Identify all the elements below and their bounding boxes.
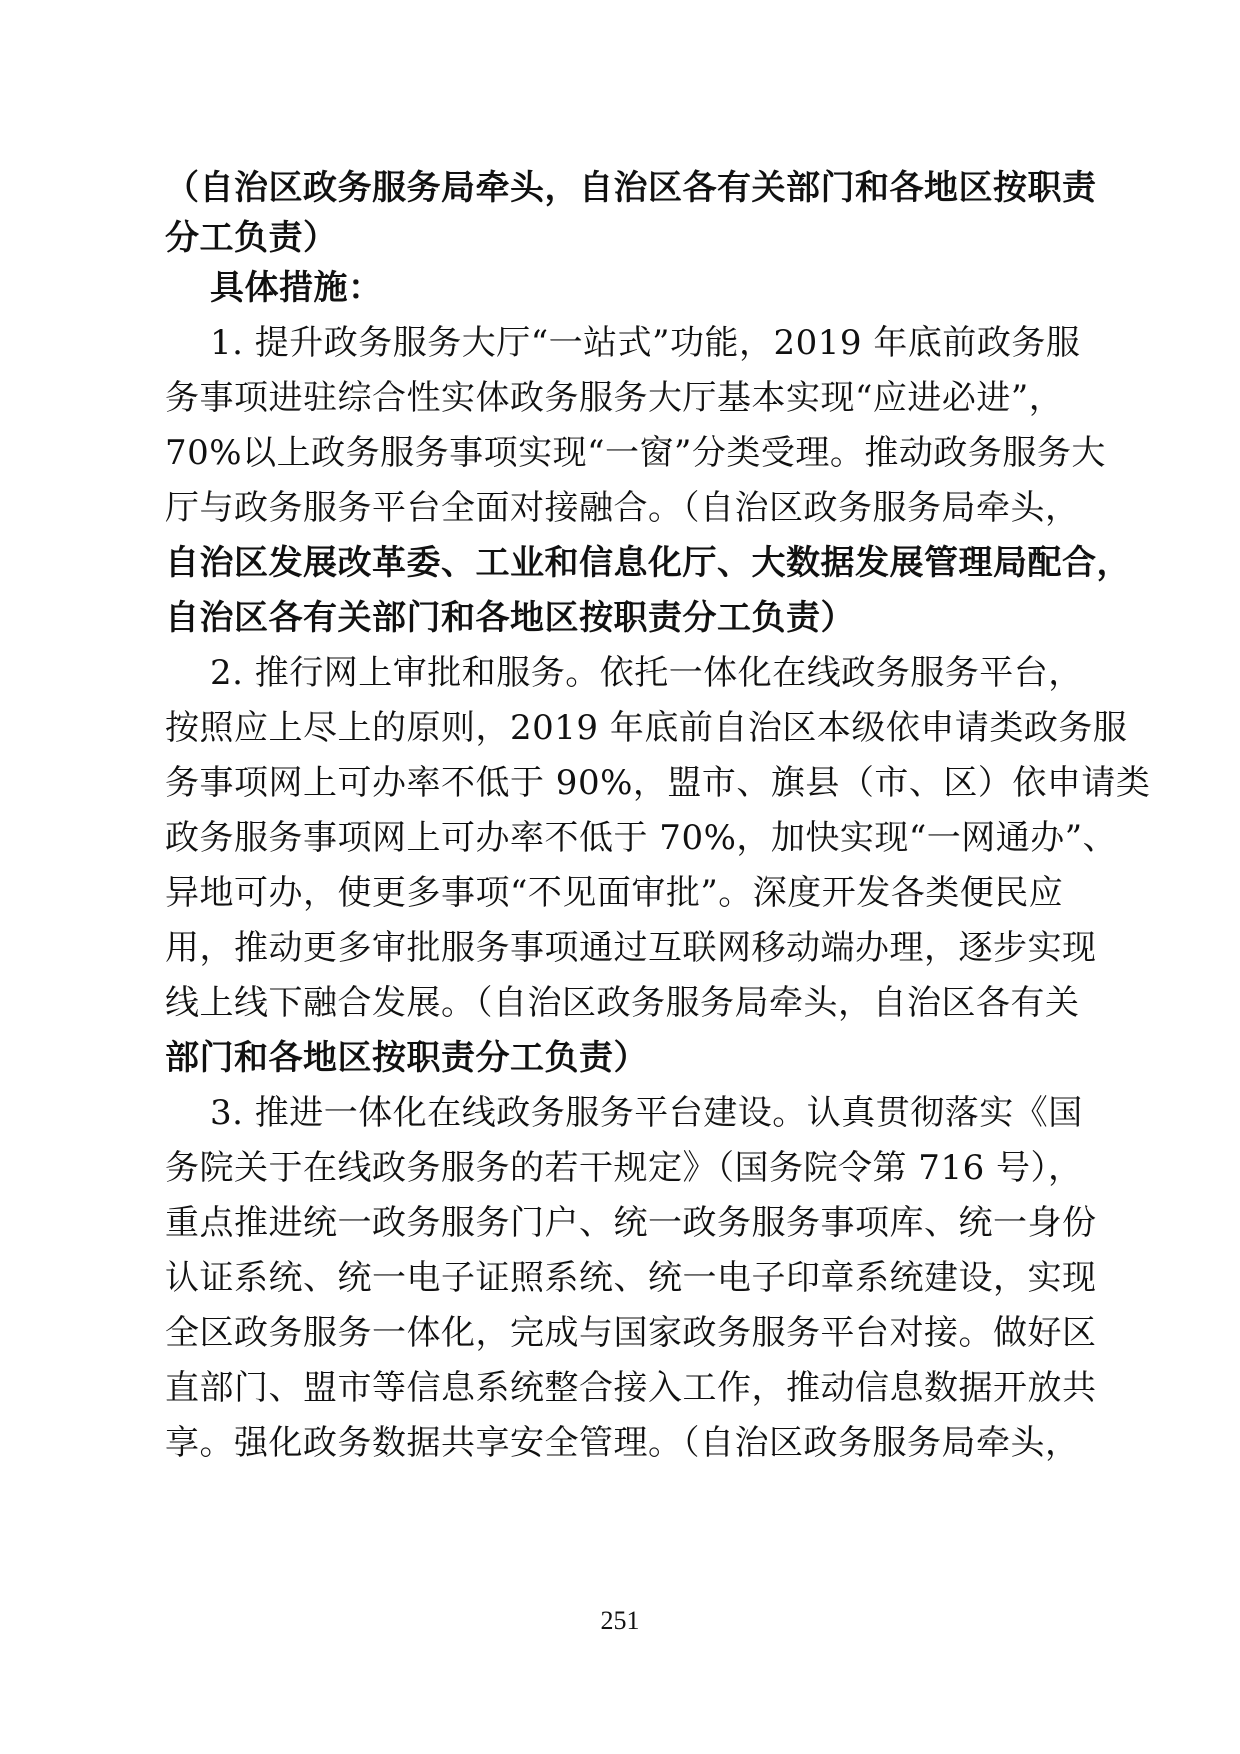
text-line-17: 部门和各地区按职责分工负责） [165,1038,648,1078]
text-line-1: （自治区政务服务局牵头，自治区各有关部门和各地区按职责 [165,168,1097,208]
text-line-5: 务事项进驻综合性实体政务服务大厅基本实现“应进必进”， [165,378,1064,418]
text-line-13: 政务服务事项网上可办率不低于 70%，加快实现“一网通办”、 [165,818,1118,858]
text-line-11: 按照应上尽上的原则，2019 年底前自治区本级依申请类政务服 [165,708,1128,748]
text-line-7: 厅与政务服务平台全面对接融合。（自治区政务服务局牵头， [165,488,1080,528]
text-line-12: 务事项网上可办率不低于 90%，盟市、旗县（市、区）依申请类 [165,763,1151,803]
text-line-9: 自治区各有关部门和各地区按职责分工负责） [165,598,855,638]
text-line-15: 用，推动更多审批服务事项通过互联网移动端办理，逐步实现 [165,928,1097,968]
text-line-14: 异地可办，使更多事项“不见面审批”。深度开发各类便民应 [165,873,1064,913]
text-line-4: 1. 提升政务服务大厅“一站式”功能，2019 年底前政务服 [210,323,1081,363]
text-line-18: 3. 推进一体化在线政务服务平台建设。认真贯彻落实《国 [210,1093,1083,1133]
text-line-8: 自治区发展改革委、工业和信息化厅、大数据发展管理局配合， [165,543,1131,583]
text-line-22: 全区政务服务一体化，完成与国家政务服务平台对接。做好区 [165,1313,1097,1353]
text-line-16: 线上线下融合发展。（自治区政务服务局牵头，自治区各有关 [165,983,1080,1023]
text-line-20: 重点推进统一政务服务门户、统一政务服务事项库、统一身份 [165,1203,1097,1243]
text-line-19: 务院关于在线政务服务的若干规定》（国务院令第 716 号）， [165,1148,1083,1188]
section-heading: 具体措施： [210,268,383,308]
text-line-23: 直部门、盟市等信息系统整合接入工作，推动信息数据开放共 [165,1368,1097,1408]
text-line-24: 享。强化政务数据共享安全管理。（自治区政务服务局牵头， [165,1423,1080,1463]
page-number: 251 [600,1606,640,1635]
text-line-21: 认证系统、统一电子证照系统、统一电子印章系统建设，实现 [165,1258,1097,1298]
text-line-2: 分工负责） [165,218,338,258]
text-line-10: 2. 推行网上审批和服务。依托一体化在线政务服务平台， [210,653,1083,693]
text-line-6: 70%以上政务服务事项实现“一窗”分类受理。推动政务服务大 [165,433,1106,473]
